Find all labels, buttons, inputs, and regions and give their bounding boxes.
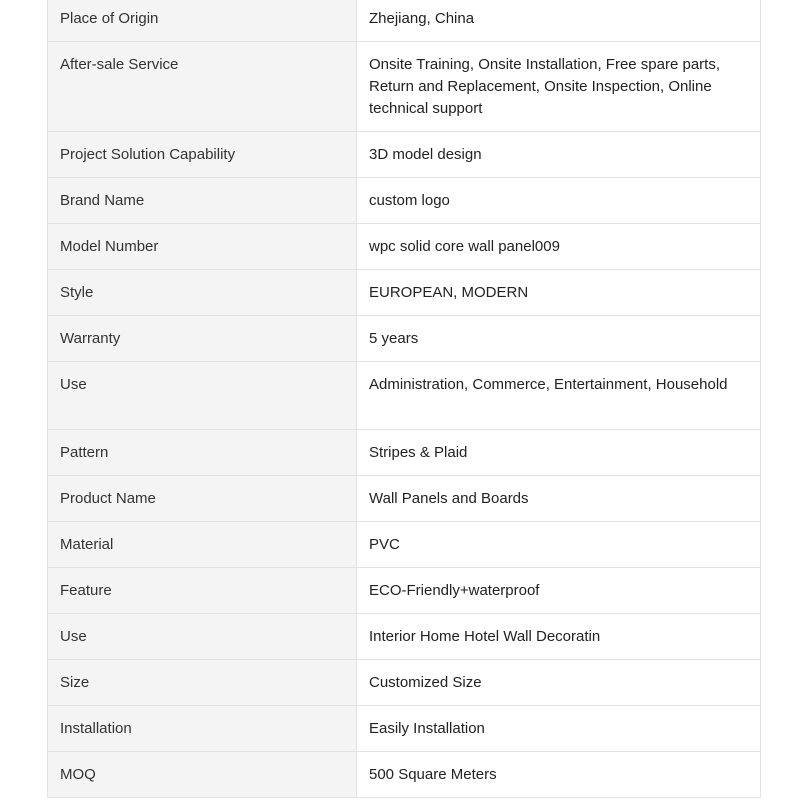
spec-key: Brand Name [48,178,357,223]
spec-value: Wall Panels and Boards [357,476,760,521]
spec-key: MOQ [48,752,357,797]
spec-key: Feature [48,568,357,613]
spec-value: PVC [357,522,760,567]
spec-row-use-2 [48,614,760,660]
spec-row-moq [48,752,760,798]
spec-key: Model Number [48,224,357,269]
spec-value: Administration, Commerce, Entertainment, Household [357,362,760,429]
spec-key: Place of Origin [48,0,357,41]
spec-key: Pattern [48,430,357,475]
spec-key: Warranty [48,316,357,361]
spec-key: Product Name [48,476,357,521]
spec-value: 5 years [357,316,760,361]
spec-key: Size [48,660,357,705]
spec-key: Project Solution Capability [48,132,357,177]
spec-row-feature [48,568,760,614]
product-spec-table [47,0,761,798]
spec-row-pattern [48,430,760,476]
spec-key: Style [48,270,357,315]
spec-row-place-of-origin [48,0,760,42]
spec-key: Use [48,362,357,429]
spec-value: Stripes & Plaid [357,430,760,475]
spec-value: Zhejiang, China [357,0,760,41]
spec-key: Use [48,614,357,659]
spec-row-project-solution-capability [48,132,760,178]
spec-row-warranty [48,316,760,362]
spec-row-installation [48,706,760,752]
spec-row-model-number [48,224,760,270]
spec-row-material [48,522,760,568]
spec-value: ECO-Friendly+waterproof [357,568,760,613]
spec-row-size [48,660,760,706]
spec-value: Interior Home Hotel Wall Decoratin [357,614,760,659]
spec-row-after-sale-service [48,42,760,132]
spec-key: Material [48,522,357,567]
spec-value: Easily Installation [357,706,760,751]
spec-value: Onsite Training, Onsite Installation, Free spare parts, Return and Replacement, Onsite Inspection, Online technical support [357,42,760,131]
spec-row-use [48,362,760,430]
spec-value: custom logo [357,178,760,223]
spec-value: Customized Size [357,660,760,705]
spec-value: 3D model design [357,132,760,177]
spec-value: wpc solid core wall panel009 [357,224,760,269]
spec-value: 500 Square Meters [357,752,760,797]
spec-row-product-name [48,476,760,522]
spec-row-brand-name [48,178,760,224]
spec-key: After-sale Service [48,42,357,131]
spec-value: EUROPEAN, MODERN [357,270,760,315]
spec-row-style [48,270,760,316]
spec-key: Installation [48,706,357,751]
